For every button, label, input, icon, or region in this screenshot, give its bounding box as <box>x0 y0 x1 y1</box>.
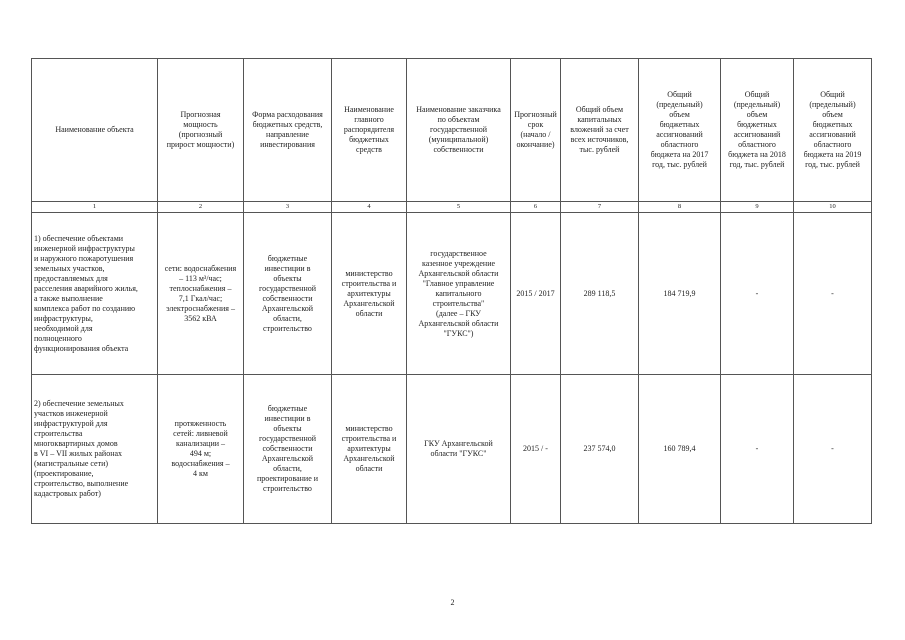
object-name-cell: 2) обеспечение земельных участков инженерной инфраструктурой для строительства многоквартирных домов в VI – VII жилых районах (магистральные сети) (проектирование, строительство, выполнение кадастровых работ) <box>32 375 158 524</box>
total-volume-cell: 289 118,5 <box>561 213 639 375</box>
budget-2018-cell: - <box>721 213 794 375</box>
header-cell: Прогнозная мощность (прогнозный прирост мощности) <box>158 59 244 202</box>
budget-2018-cell: - <box>721 375 794 524</box>
header-cell: Наименование заказчика по объектам государственной (муниципальной) собственности <box>407 59 511 202</box>
column-number: 9 <box>721 202 794 213</box>
header-cell: Наименование объекта <box>32 59 158 202</box>
column-number: 8 <box>639 202 721 213</box>
term-cell: 2015 / 2017 <box>511 213 561 375</box>
header-cell: Общий (предельный) объем бюджетных ассигнований областного бюджета на 2017 год, тыс. рублей <box>639 59 721 202</box>
capacity-cell: сети: водоснабжения – 113 м³/час; теплоснабжения – 7,1 Гкал/час; электроснабжения – 3562 кВА <box>158 213 244 375</box>
column-number: 10 <box>794 202 872 213</box>
budget-2019-cell: - <box>794 375 872 524</box>
column-number: 5 <box>407 202 511 213</box>
column-number: 7 <box>561 202 639 213</box>
table-header-row <box>32 59 872 202</box>
page-number: 2 <box>450 598 455 607</box>
budget-2019-cell: - <box>794 213 872 375</box>
customer-cell: ГКУ Архангельской области "ГУКС" <box>407 375 511 524</box>
column-number: 6 <box>511 202 561 213</box>
column-number: 1 <box>32 202 158 213</box>
column-number: 3 <box>244 202 332 213</box>
spending-form-cell: бюджетные инвестиции в объекты государственной собственности Архангельской области, строительство <box>244 213 332 375</box>
budget-2017-cell: 184 719,9 <box>639 213 721 375</box>
header-cell: Наименование главного распорядителя бюджетных средств <box>332 59 407 202</box>
column-number: 2 <box>158 202 244 213</box>
capacity-cell: протяженность сетей: ливневой канализации – 494 м; водоснабжения – 4 км <box>158 375 244 524</box>
table-row <box>32 375 872 524</box>
customer-cell: государственное казенное учреждение Архангельской области "Главное управление капитального строительства" (далее – ГКУ Архангельской области "ГУКС") <box>407 213 511 375</box>
table-row <box>32 213 872 375</box>
term-cell: 2015 / - <box>511 375 561 524</box>
header-cell: Общий объем капитальных вложений за счет всех источников, тыс. рублей <box>561 59 639 202</box>
total-volume-cell: 237 574,0 <box>561 375 639 524</box>
header-cell: Общий (предельный) объем бюджетных ассигнований областного бюджета на 2019 год, тыс. рублей <box>794 59 872 202</box>
manager-cell: министерство строительства и архитектуры Архангельской области <box>332 213 407 375</box>
header-cell: Прогнозный срок (начало / окончание) <box>511 59 561 202</box>
manager-cell: министерство строительства и архитектуры Архангельской области <box>332 375 407 524</box>
budget-2017-cell: 160 789,4 <box>639 375 721 524</box>
header-cell: Общий (предельный) объем бюджетных ассигнований областного бюджета на 2018 год, тыс. рублей <box>721 59 794 202</box>
spending-form-cell: бюджетные инвестиции в объекты государственной собственности Архангельской области, проектирование и строительство <box>244 375 332 524</box>
object-name-cell: 1) обеспечение объектами инженерной инфраструктуры и наружного пожаротушения земельных участков, предоставляемых для расселения аварийного жилья, а также выполнение комплекса работ по созданию инфраструктуры, необходимой для полноценного функционирования объекта <box>32 213 158 375</box>
investment-objects-table <box>31 58 872 524</box>
column-number-row <box>32 202 872 213</box>
header-cell: Форма расходования бюджетных средств, направление инвестирования <box>244 59 332 202</box>
column-number: 4 <box>332 202 407 213</box>
